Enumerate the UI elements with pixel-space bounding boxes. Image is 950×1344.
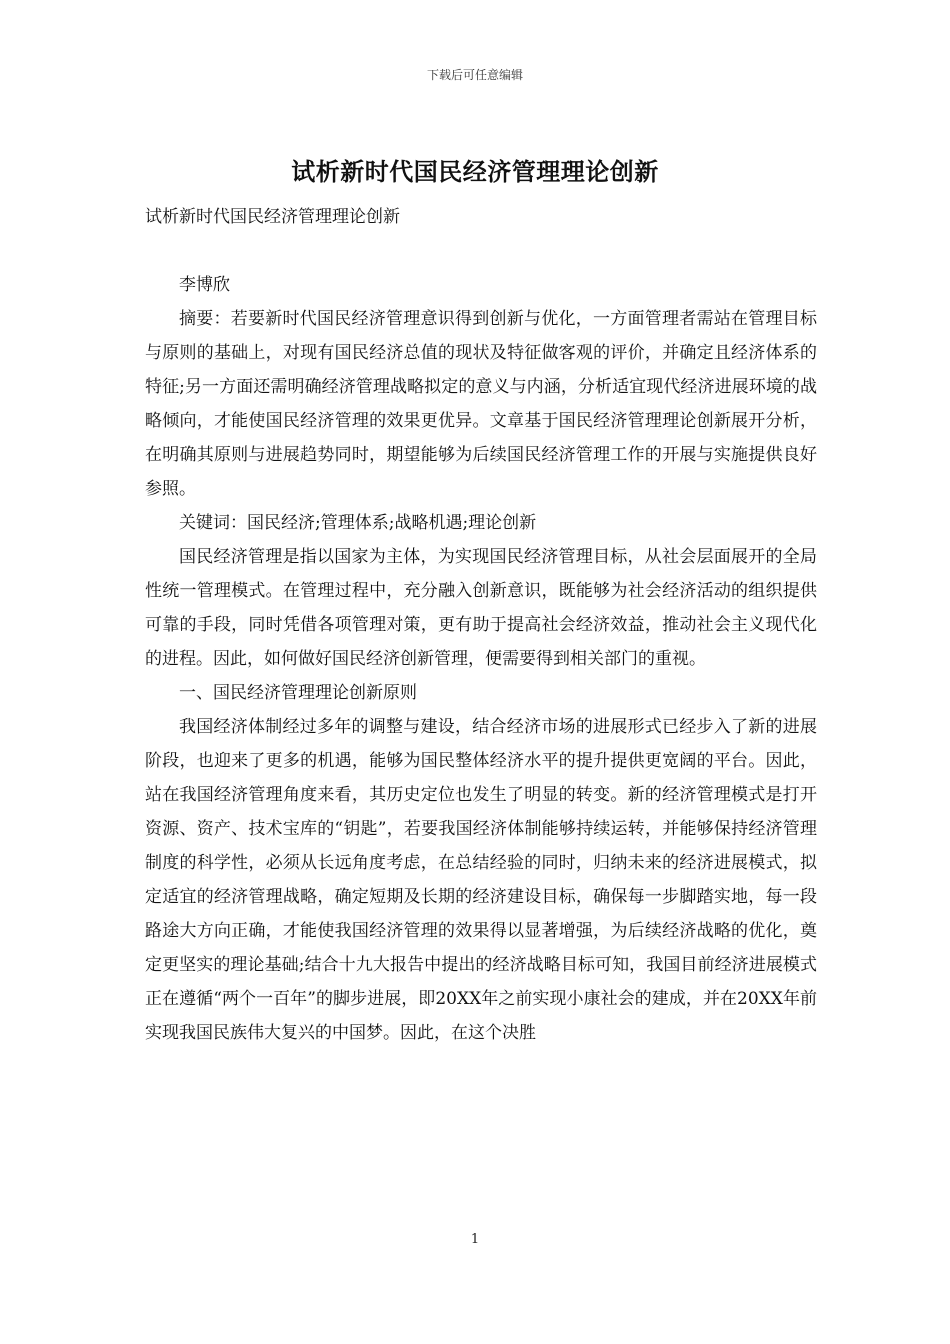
body-paragraph: 我国经济体制经过多年的调整与建设，结合经济市场的进展形式已经步入了新的进展阶段，也迎来了更多的机遇，能够为国民整体经济水平的提升提供更宽阔的平台。因此，站在我国经济管理角度来看，其历史定位也发生了明显的转变。新的经济管理模式是打开资源、资产、技术宝库的“钥匙”，若要我国经济体制能够持续运转，并能够保持经济管理制度的科学性，必须从长远角度考虑，在总结经验的同时，归纳未来的经济进展模式，拟定适宜的经济管理战略，确定短期及长期的经济建设目标，确保每一步脚踏实地，每一段路途大方向正确，才能使我国经济管理的效果得以显著增强，为后续经济战略的优化，奠定更坚实的理论基础;结合十九大报告中提出的经济战略目标可知，我国目前经济进展模式正在遵循“两个一百年”的脚步进展，即20XX年之前实现小康社会的建成，并在20XX年前实现我国民族伟大复兴的中国梦。因此，在这个决胜 bbox=[145, 717, 817, 1043]
header-note: 下载后可任意编辑 bbox=[426, 68, 523, 82]
document-title: 试析新时代国民经济管理理论创新 bbox=[291, 157, 659, 186]
section-heading: 一、国民经济管理理论创新原则 bbox=[179, 683, 417, 703]
author-name: 李博欣 bbox=[179, 275, 230, 295]
page-number: 1 bbox=[470, 1232, 480, 1247]
document-body bbox=[145, 200, 817, 1050]
body-paragraph: 国民经济管理是指以国家为主体，为实现国民经济管理目标，从社会层面展开的全局性统一管理模式。在管理过程中，充分融入创新意识，既能够为社会经济活动的组织提供可靠的手段，同时凭借各项管理对策，更有助于提高社会经济效益，推动社会主义现代化的进程。因此，如何做好国民经济创新管理，便需要得到相关部门的重视。 bbox=[145, 547, 817, 669]
document-subtitle: 试析新时代国民经济管理理论创新 bbox=[145, 207, 400, 227]
keywords-line: 关键词：国民经济;管理体系;战略机遇;理论创新 bbox=[179, 513, 537, 533]
abstract-paragraph: 摘要：若要新时代国民经济管理意识得到创新与优化，一方面管理者需站在管理目标与原则的基础上，对现有国民经济总值的现状及特征做客观的评价，并确定且经济体系的特征;另一方面还需明确经济管理战略拟定的意义与内涵，分析适宜现代经济进展环境的战略倾向，才能使国民经济管理的效果更优异。文章基于国民经济管理理论创新展开分析，在明确其原则与进展趋势同时，期望能够为后续国民经济管理工作的开展与实施提供良好参照。 bbox=[145, 309, 817, 499]
